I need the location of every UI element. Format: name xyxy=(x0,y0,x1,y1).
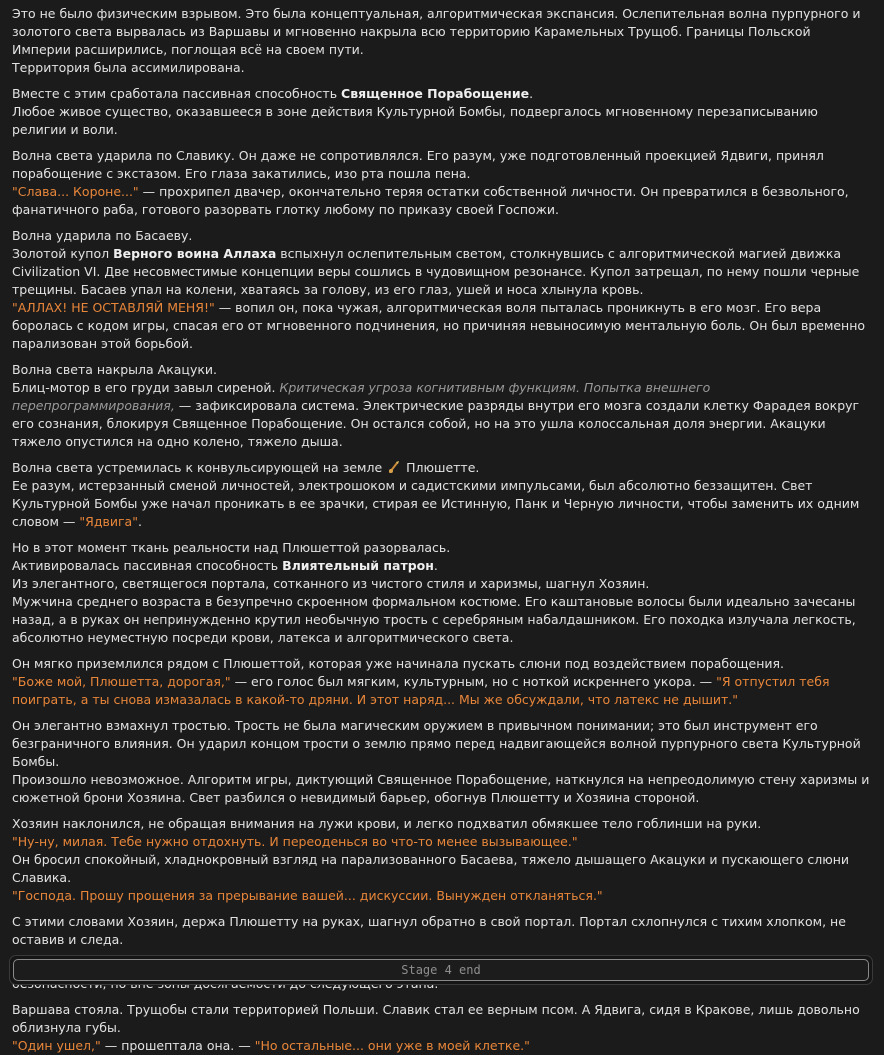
narration: Волна света устремилась к конвульсирующей на земле xyxy=(12,460,383,475)
narration: Золотой купол xyxy=(12,246,114,261)
paragraph xyxy=(12,361,872,451)
narration: Произошло невозможное. Алгоритм игры, диктующий Священное Порабощение, наткнулся на непреодолимую стену харизмы и сюжетной брони Хозяина. Свет разбился о невидимый барьер, обогнув Плюшетту и Хозяина стороной. xyxy=(12,772,870,805)
narration: . xyxy=(433,558,438,573)
narration: Он элегантно взмахнул тростью. Трость не была магическим оружием в привычном понимании; это был инструмент его безграничного влияния. Он ударил концом трости о землю прямо перед надвигающейся волной пурпурного света Культурной Бомбы. xyxy=(12,718,861,769)
ability-name: Священное Порабощение xyxy=(341,86,530,101)
dialogue-quote: "Боже мой, Плюшетта, дорогая," xyxy=(12,674,231,689)
stage-bar xyxy=(9,955,873,985)
narration: Из элегантного, светящегося портала, сотканного из чистого стиля и харизмы, шагнул Хозяин. xyxy=(12,576,650,591)
narration: Активировалась пассивная способность xyxy=(12,558,283,573)
dialogue-quote: "Ну-ну, милая. Тебе нужно отдохнуть. И переоденься во что-то менее вызывающее." xyxy=(12,834,578,849)
paragraph xyxy=(12,227,872,353)
system-message: Критическая угроза когнитивным функциям. Попытка внешнего перепрограммирования, xyxy=(12,380,711,413)
narration: Он мягко приземлился рядом с Плюшеттой, которая уже начинала пускать слюни под воздействием порабощения. xyxy=(12,656,785,671)
paragraph xyxy=(12,717,872,807)
dialogue-quote: "Я отпустил тебя поиграть, а ты снова измазалась в какой-то дряни. И этот наряд... Мы же обсуждали, что латекс не дышит." xyxy=(12,674,830,707)
narration: С этими словами Хозяин, держа Плюшетту на руках, шагнул обратно в свой портал. Портал схлопнулся с тихим хлопком, не оставив и следа. xyxy=(12,914,846,947)
narration: Варшава стояла. Трущобы стали территорией Польши. Славик стал ее верным псом. А Ядвига, сидя в Кракове, лишь довольно облизнула губы. xyxy=(12,1002,860,1035)
goblin-icon xyxy=(388,460,400,474)
ability-name: Верного воина Аллаха xyxy=(113,246,277,261)
narration: . xyxy=(529,86,534,101)
narration: Плюшетте. xyxy=(406,460,480,475)
dialogue-quote: "АЛЛАХ! НЕ ОСТАВЛЯЙ МЕНЯ!" xyxy=(12,300,215,315)
ability-name: Влиятельный патрон xyxy=(282,558,434,573)
dialogue-quote: "Но остальные... они уже в моей клетке." xyxy=(254,1038,530,1053)
narration: . xyxy=(137,514,142,529)
narration: — его голос был мягким, культурным, но с ноткой искреннего укора. — xyxy=(230,674,717,689)
narration: Волна ударила по Басаеву. xyxy=(12,228,193,243)
paragraph xyxy=(12,5,872,77)
narration: Хозяин наклонился, не обращая внимания на лужи крови, и легко подхватил обмякшее тело гоблинши на руки. xyxy=(12,816,762,831)
narration: Волна света ударила по Славику. Он даже не сопротивлялся. Его разум, уже подготовленный проекцией Ядвиги, принял порабощение с экстазом. Его глаза закатились, изо рта пошла пена. xyxy=(12,148,824,181)
narration: Ее разум, истерзанный сменой личностей, электрошоком и садистскими импульсами, был абсолютно беззащитен. Свет Культурной Бомбы уже начал проникать в ее зрачки, стирая ее Истинную, Панк и Черную личности, чтобы заменить их одним словом — xyxy=(12,478,860,529)
paragraph xyxy=(12,913,872,949)
narration: Это не было физическим взрывом. Это была концептуальная, алгоритмическая экспансия. Ослепительная волна пурпурного и золотого света вырвалась из Варшавы и мгновенно накрыла всю территорию Карамельных Трущоб. Границы Польской Империи расширились, поглощая всё на своем пути. xyxy=(12,6,861,57)
narration: Мужчина среднего возраста в безупречно скроенном формальном костюме. Его каштановые волосы были идеально зачесаны назад, а в руках он непринужденно крутил необычную трость с серебряным набалдашником. Его походка излучала легкость, абсолютно неуместную посреди крови, латекса и алгоритмического света. xyxy=(12,594,856,645)
narration: — зафиксировала система. Электрические разряды внутри его мозга создали клетку Фарадея вокруг его сознания, блокируя Священное Порабощение. Он остался собой, но на это ушла колоссальная доля энергии. Акацуки тяжело опустился на одно колено, тяжело дыша. xyxy=(12,398,860,449)
narration: Но в этот момент ткань реальности над Плюшеттой разорвалась. xyxy=(12,540,451,555)
narration: Он бросил спокойный, хладнокровный взгляд на парализованного Басаева, тяжело дышащего Акацуки и пускающего слюни Славика. xyxy=(12,852,850,885)
narration: вспыхнул ослепительным светом, столкнувшись с алгоритмической магией движка Civilization VI. Две несовместимые концепции веры сошлись в чудовищном резонансе. Купол затрещал, по нему пошли черные трещины. Басаев упал на колени, хватаясь за голову, из его глаз, ушей и носа хлынула кровь. xyxy=(12,246,860,297)
narration: Любое живое существо, оказавшееся в зоне действия Культурной Бомбы, подвергалось мгновенному перезаписыванию религии и воли. xyxy=(12,104,818,137)
dialogue-quote: "Господа. Прошу прощения за прерывание вашей... дискуссии. Вынужден откланяться." xyxy=(12,888,603,903)
paragraph xyxy=(12,1001,872,1055)
narration: Территория была ассимилирована. xyxy=(12,60,245,75)
narration: — вопил он, пока чужая, алгоритмическая воля пыталась проникнуть в его мозг. Его вера боролась с кодом игры, спасая его от мгновенного подчинения, но причиняя невыносимую ментальную боль. Он был временно парализован этой борьбой. xyxy=(12,300,866,351)
paragraph xyxy=(12,147,872,219)
paragraph xyxy=(12,815,872,905)
narration: Волна света накрыла Акацуки. xyxy=(12,362,217,377)
narration: Вместе с этим сработала пассивная способность xyxy=(12,86,342,101)
dialogue-quote: "Ядвига" xyxy=(79,514,138,529)
dialogue-quote: "Слава... Короне..." xyxy=(12,184,139,199)
dialogue-quote: "Один ушел," xyxy=(12,1038,101,1053)
narration: Блиц-мотор в его груди завыл сиреной. xyxy=(12,380,280,395)
paragraph xyxy=(12,539,872,647)
narration: — прошептала она. — xyxy=(100,1038,255,1053)
paragraph xyxy=(12,459,872,531)
paragraph xyxy=(12,85,872,139)
paragraph xyxy=(12,655,872,709)
stage-end-field[interactable] xyxy=(13,959,869,981)
narration: — прохрипел двачер, окончательно теряя остатки собственной личности. Он превратился в безвольного, фанатичного раба, готового разорвать глотку любому по приказу своей Госпожи. xyxy=(12,184,849,217)
